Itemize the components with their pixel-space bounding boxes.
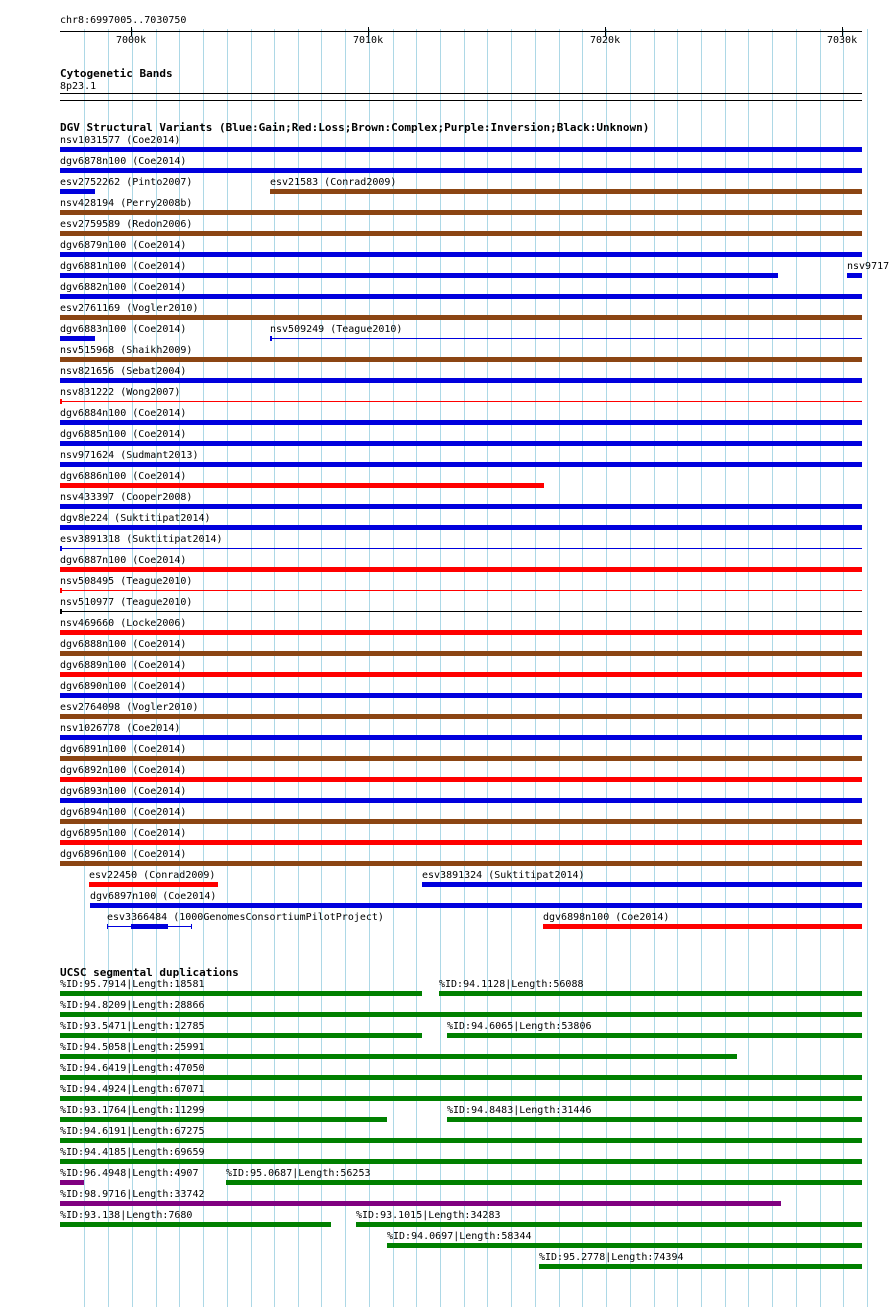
segdup-label[interactable]: %ID:94.6419|Length:47050 [60, 1063, 205, 1074]
segdup-bar[interactable] [60, 1075, 862, 1080]
segdup-label[interactable]: %ID:94.6191|Length:67275 [60, 1126, 205, 1137]
dgv-variant-bar[interactable] [60, 735, 862, 740]
dgv-variant-label[interactable]: esv2764098 (Vogler2010) [60, 702, 199, 713]
segdup-bar[interactable] [60, 1012, 862, 1017]
segdup-label[interactable]: %ID:93.5471|Length:12785 [60, 1021, 205, 1032]
dgv-variant-bar[interactable] [89, 882, 218, 887]
dgv-variant-label[interactable]: nsv1031577 (Coe2014) [60, 135, 181, 146]
segdup-label[interactable]: %ID:96.4948|Length:4907 [60, 1168, 199, 1179]
cytoband-line-top [60, 93, 862, 94]
dgv-variant-bar[interactable] [847, 273, 862, 278]
dgv-variant-label[interactable]: nsv1026778 (Coe2014) [60, 723, 181, 734]
dgv-variant-label[interactable]: nsv821656 (Sebat2004) [60, 366, 187, 377]
dgv-variant-bar[interactable] [60, 840, 862, 845]
dgv-variant-block[interactable] [131, 924, 168, 929]
segdup-label[interactable]: %ID:95.0687|Length:56253 [226, 1168, 371, 1179]
ruler-tick-label: 7020k [590, 35, 621, 46]
dgv-variant-bar[interactable] [270, 189, 862, 194]
segdup-label[interactable]: %ID:93.1015|Length:34283 [356, 1210, 501, 1221]
segdup-bar[interactable] [60, 1117, 387, 1122]
dgv-variant-bar[interactable] [543, 924, 862, 929]
dgv-variant-bar[interactable] [60, 504, 862, 509]
dgv-variant-bar[interactable] [60, 567, 862, 572]
segdup-label[interactable]: %ID:93.1764|Length:11299 [60, 1105, 205, 1116]
dgv-variant-label[interactable]: nsv9717 [847, 261, 890, 272]
dgv-variant-bar[interactable] [60, 672, 862, 677]
dgv-variant-bar[interactable] [60, 798, 862, 803]
dgv-variant-bar[interactable] [60, 168, 862, 173]
dgv-variant-label[interactable]: nsv469660 (Locke2006) [60, 618, 187, 629]
dgv-variant-line[interactable] [60, 401, 862, 402]
dgv-variant-label[interactable]: dgv6881n100 (Coe2014) [60, 261, 187, 272]
dgv-variant-bar[interactable] [60, 273, 778, 278]
dgv-variant-label[interactable]: nsv515968 (Shaikh2009) [60, 345, 193, 356]
segdup-bar[interactable] [387, 1243, 862, 1248]
cytoband-line-bottom [60, 100, 862, 101]
segdup-bar[interactable] [439, 991, 862, 996]
dgv-variant-bar[interactable] [60, 315, 862, 320]
dgv-variant-label[interactable]: nsv428194 (Perry2008b) [60, 198, 193, 209]
segdup-bar[interactable] [60, 1201, 781, 1206]
ruler-tick-label: 7010k [353, 35, 384, 46]
dgv-variant-label[interactable]: dgv8e224 (Suktitipat2014) [60, 513, 211, 524]
dgv-variant-bar[interactable] [60, 147, 862, 152]
dgv-variant-bar[interactable] [422, 882, 862, 887]
dgv-variant-bar[interactable] [60, 819, 862, 824]
dgv-variant-bar[interactable] [60, 294, 862, 299]
segdup-bar[interactable] [539, 1264, 862, 1269]
dgv-variant-bar[interactable] [60, 861, 862, 866]
dgv-variant-bar[interactable] [60, 714, 862, 719]
dgv-variant-start-mark [60, 546, 62, 551]
dgv-variant-bar[interactable] [60, 483, 544, 488]
dgv-variant-label[interactable]: nsv433397 (Cooper2008) [60, 492, 193, 503]
dgv-variant-bar[interactable] [60, 756, 862, 761]
segdup-label[interactable]: %ID:94.0697|Length:58344 [387, 1231, 532, 1242]
dgv-variant-label[interactable]: nsv971624 (Sudmant2013) [60, 450, 199, 461]
dgv-variant-start-mark [270, 336, 272, 341]
dgv-variant-bar[interactable] [60, 777, 862, 782]
cytoband-track-title[interactable]: Cytogenetic Bands [60, 67, 173, 80]
segdup-label[interactable]: %ID:95.2778|Length:74394 [539, 1252, 684, 1263]
dgv-variant-label[interactable]: dgv6879n100 (Coe2014) [60, 240, 187, 251]
dgv-variant-label[interactable]: nsv508495 (Teague2010) [60, 576, 193, 587]
dgv-variant-label[interactable]: dgv6891n100 (Coe2014) [60, 744, 187, 755]
dgv-variant-label[interactable]: dgv6888n100 (Coe2014) [60, 639, 187, 650]
dgv-variant-label[interactable]: dgv6878n100 (Coe2014) [60, 156, 187, 167]
dgv-variant-label[interactable]: esv2752262 (Pinto2007) [60, 177, 193, 188]
segdup-bar[interactable] [60, 1096, 862, 1101]
segdup-label[interactable]: %ID:94.6065|Length:53806 [447, 1021, 592, 1032]
segdup-label[interactable]: %ID:94.4924|Length:67071 [60, 1084, 205, 1095]
ruler-position-label: chr8:6997005..7030750 [60, 15, 187, 26]
dgv-variant-label[interactable]: dgv6882n100 (Coe2014) [60, 282, 187, 293]
dgv-variant-bar[interactable] [60, 693, 862, 698]
dgv-variant-label[interactable]: dgv6892n100 (Coe2014) [60, 765, 187, 776]
dgv-variant-start-mark [60, 399, 62, 404]
dgv-variant-label[interactable]: dgv6894n100 (Coe2014) [60, 807, 187, 818]
dgv-variant-line[interactable] [60, 590, 862, 591]
dgv-variant-line[interactable] [270, 338, 862, 339]
segdup-bar[interactable] [60, 1222, 331, 1227]
dgv-variant-bar[interactable] [60, 441, 862, 446]
dgv-variant-label[interactable]: nsv510977 (Teague2010) [60, 597, 193, 608]
segdup-label[interactable]: %ID:93.138|Length:7680 [60, 1210, 193, 1221]
dgv-variant-label[interactable]: esv3891318 (Suktitipat2014) [60, 534, 223, 545]
segdup-label[interactable]: %ID:95.7914|Length:18581 [60, 979, 205, 990]
dgv-variant-start-mark [60, 609, 62, 614]
dgv-variant-bar[interactable] [60, 525, 862, 530]
dgv-variant-line[interactable] [60, 611, 862, 612]
dgv-variant-bar[interactable] [60, 189, 95, 194]
dgv-variant-label[interactable]: dgv6883n100 (Coe2014) [60, 324, 187, 335]
dgv-variant-label[interactable]: dgv6884n100 (Coe2014) [60, 408, 187, 419]
dgv-variant-label[interactable]: dgv6886n100 (Coe2014) [60, 471, 187, 482]
segdup-bar[interactable] [60, 1138, 862, 1143]
dgv-variant-label[interactable]: dgv6889n100 (Coe2014) [60, 660, 187, 671]
dgv-track-title[interactable]: DGV Structural Variants (Blue:Gain;Red:Loss;Brown:Complex;Purple:Inversion;Black:Unknown) [60, 121, 650, 134]
dgv-variant-label[interactable]: dgv6895n100 (Coe2014) [60, 828, 187, 839]
segdup-bar[interactable] [226, 1180, 862, 1185]
dgv-variant-label[interactable]: esv2761169 (Vogler2010) [60, 303, 199, 314]
dgv-variant-label[interactable]: esv22450 (Conrad2009) [89, 870, 216, 881]
segdup-label[interactable]: %ID:94.8483|Length:31446 [447, 1105, 592, 1116]
dgv-variant-bar[interactable] [60, 210, 862, 215]
dgv-variant-bar[interactable] [60, 378, 862, 383]
segdup-bar[interactable] [447, 1117, 862, 1122]
segdup-track-title[interactable]: UCSC segmental duplications [60, 966, 239, 979]
segdup-bar[interactable] [60, 1033, 422, 1038]
ruler-tick-label: 7030k [827, 35, 858, 46]
segdup-label[interactable]: %ID:94.5058|Length:25991 [60, 1042, 205, 1053]
dgv-variant-label[interactable]: dgv6893n100 (Coe2014) [60, 786, 187, 797]
segdup-bar[interactable] [447, 1033, 862, 1038]
dgv-variant-bar[interactable] [60, 231, 862, 236]
dgv-variant-label[interactable]: nsv831222 (Wong2007) [60, 387, 181, 398]
ruler-tick-label: 7000k [116, 35, 147, 46]
dgv-variant-start-mark [60, 588, 62, 593]
segdup-bar[interactable] [60, 1159, 862, 1164]
dgv-variant-label[interactable]: esv2759589 (Redon2006) [60, 219, 193, 230]
dgv-variant-bar[interactable] [60, 420, 862, 425]
segdup-bar[interactable] [60, 991, 422, 996]
dgv-variant-end-mark [107, 924, 108, 929]
dgv-variant-label[interactable]: dgv6898n100 (Coe2014) [543, 912, 670, 923]
dgv-variant-label[interactable]: nsv509249 (Teague2010) [270, 324, 403, 335]
dgv-variant-label[interactable]: dgv6896n100 (Coe2014) [60, 849, 187, 860]
segdup-bar[interactable] [60, 1054, 737, 1059]
dgv-variant-label[interactable]: esv3366484 (1000GenomesConsortiumPilotProject) [107, 912, 384, 923]
dgv-variant-label[interactable]: dgv6885n100 (Coe2014) [60, 429, 187, 440]
segdup-bar[interactable] [60, 1180, 84, 1185]
dgv-variant-line[interactable] [60, 548, 862, 549]
dgv-variant-bar[interactable] [60, 651, 862, 656]
dgv-variant-bar[interactable] [60, 357, 862, 362]
dgv-variant-bar[interactable] [60, 462, 862, 467]
segdup-label[interactable]: %ID:98.9716|Length:33742 [60, 1189, 205, 1200]
segdup-bar[interactable] [356, 1222, 862, 1227]
dgv-variant-bar[interactable] [90, 903, 862, 908]
cytoband-label[interactable]: 8p23.1 [60, 81, 97, 92]
dgv-variant-end-mark [191, 924, 192, 929]
dgv-variant-bar[interactable] [60, 336, 95, 341]
dgv-variant-bar[interactable] [60, 630, 862, 635]
ruler-baseline [60, 31, 862, 32]
dgv-variant-label[interactable]: dgv6887n100 (Coe2014) [60, 555, 187, 566]
segdup-label[interactable]: %ID:94.8209|Length:28866 [60, 1000, 205, 1011]
segdup-label[interactable]: %ID:94.4185|Length:69659 [60, 1147, 205, 1158]
dgv-variant-label[interactable]: dgv6890n100 (Coe2014) [60, 681, 187, 692]
segdup-label[interactable]: %ID:94.1128|Length:56088 [439, 979, 584, 990]
dgv-variant-bar[interactable] [60, 252, 862, 257]
dgv-variant-label[interactable]: esv21583 (Conrad2009) [270, 177, 397, 188]
dgv-variant-label[interactable]: dgv6897n100 (Coe2014) [90, 891, 217, 902]
dgv-variant-label[interactable]: esv3891324 (Suktitipat2014) [422, 870, 585, 881]
